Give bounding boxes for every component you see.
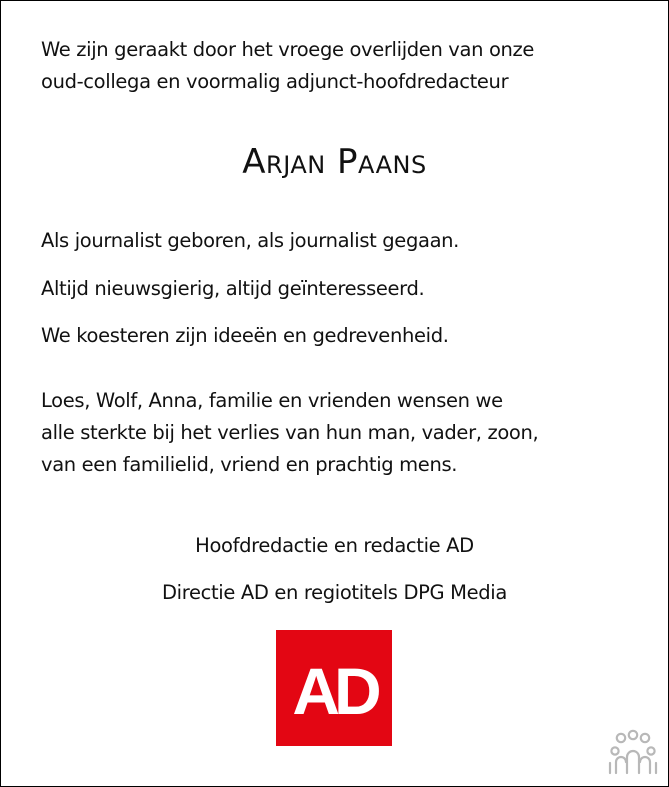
ad-logo [276,630,392,746]
condolence-line-1: Loes, Wolf, Anna, familie en vrienden wensen we [41,389,503,412]
ad-logo-text: AD [292,654,376,728]
tribute-line-2: Altijd nieuwsgierig, altijd geïnteresseerd. [41,277,425,300]
condolence-line-2: alle sterkte bij het verlies van hun man, vader, zoon, [41,421,539,444]
deceased-name: Arjan Paans [242,142,427,182]
intro-line-2: oud-collega en voormalig adjunct-hoofdredacteur [41,70,509,93]
tribute-line-3: We koesteren zijn ideeën en gedrevenheid. [41,324,449,347]
people-group-icon [608,729,658,775]
condolence-line-3: van een familielid, vriend en prachtig mens. [41,453,458,476]
tribute-line-1: Als journalist geboren, als journalist gegaan. [41,229,460,252]
signature-line-1: Hoofdredactie en redactie AD [195,534,474,557]
signature-line-2: Directie AD en regiotitels DPG Media [162,581,507,604]
intro-line-1: We zijn geraakt door het vroege overlijden van onze [41,38,535,61]
ad-logo-mark [276,630,392,746]
